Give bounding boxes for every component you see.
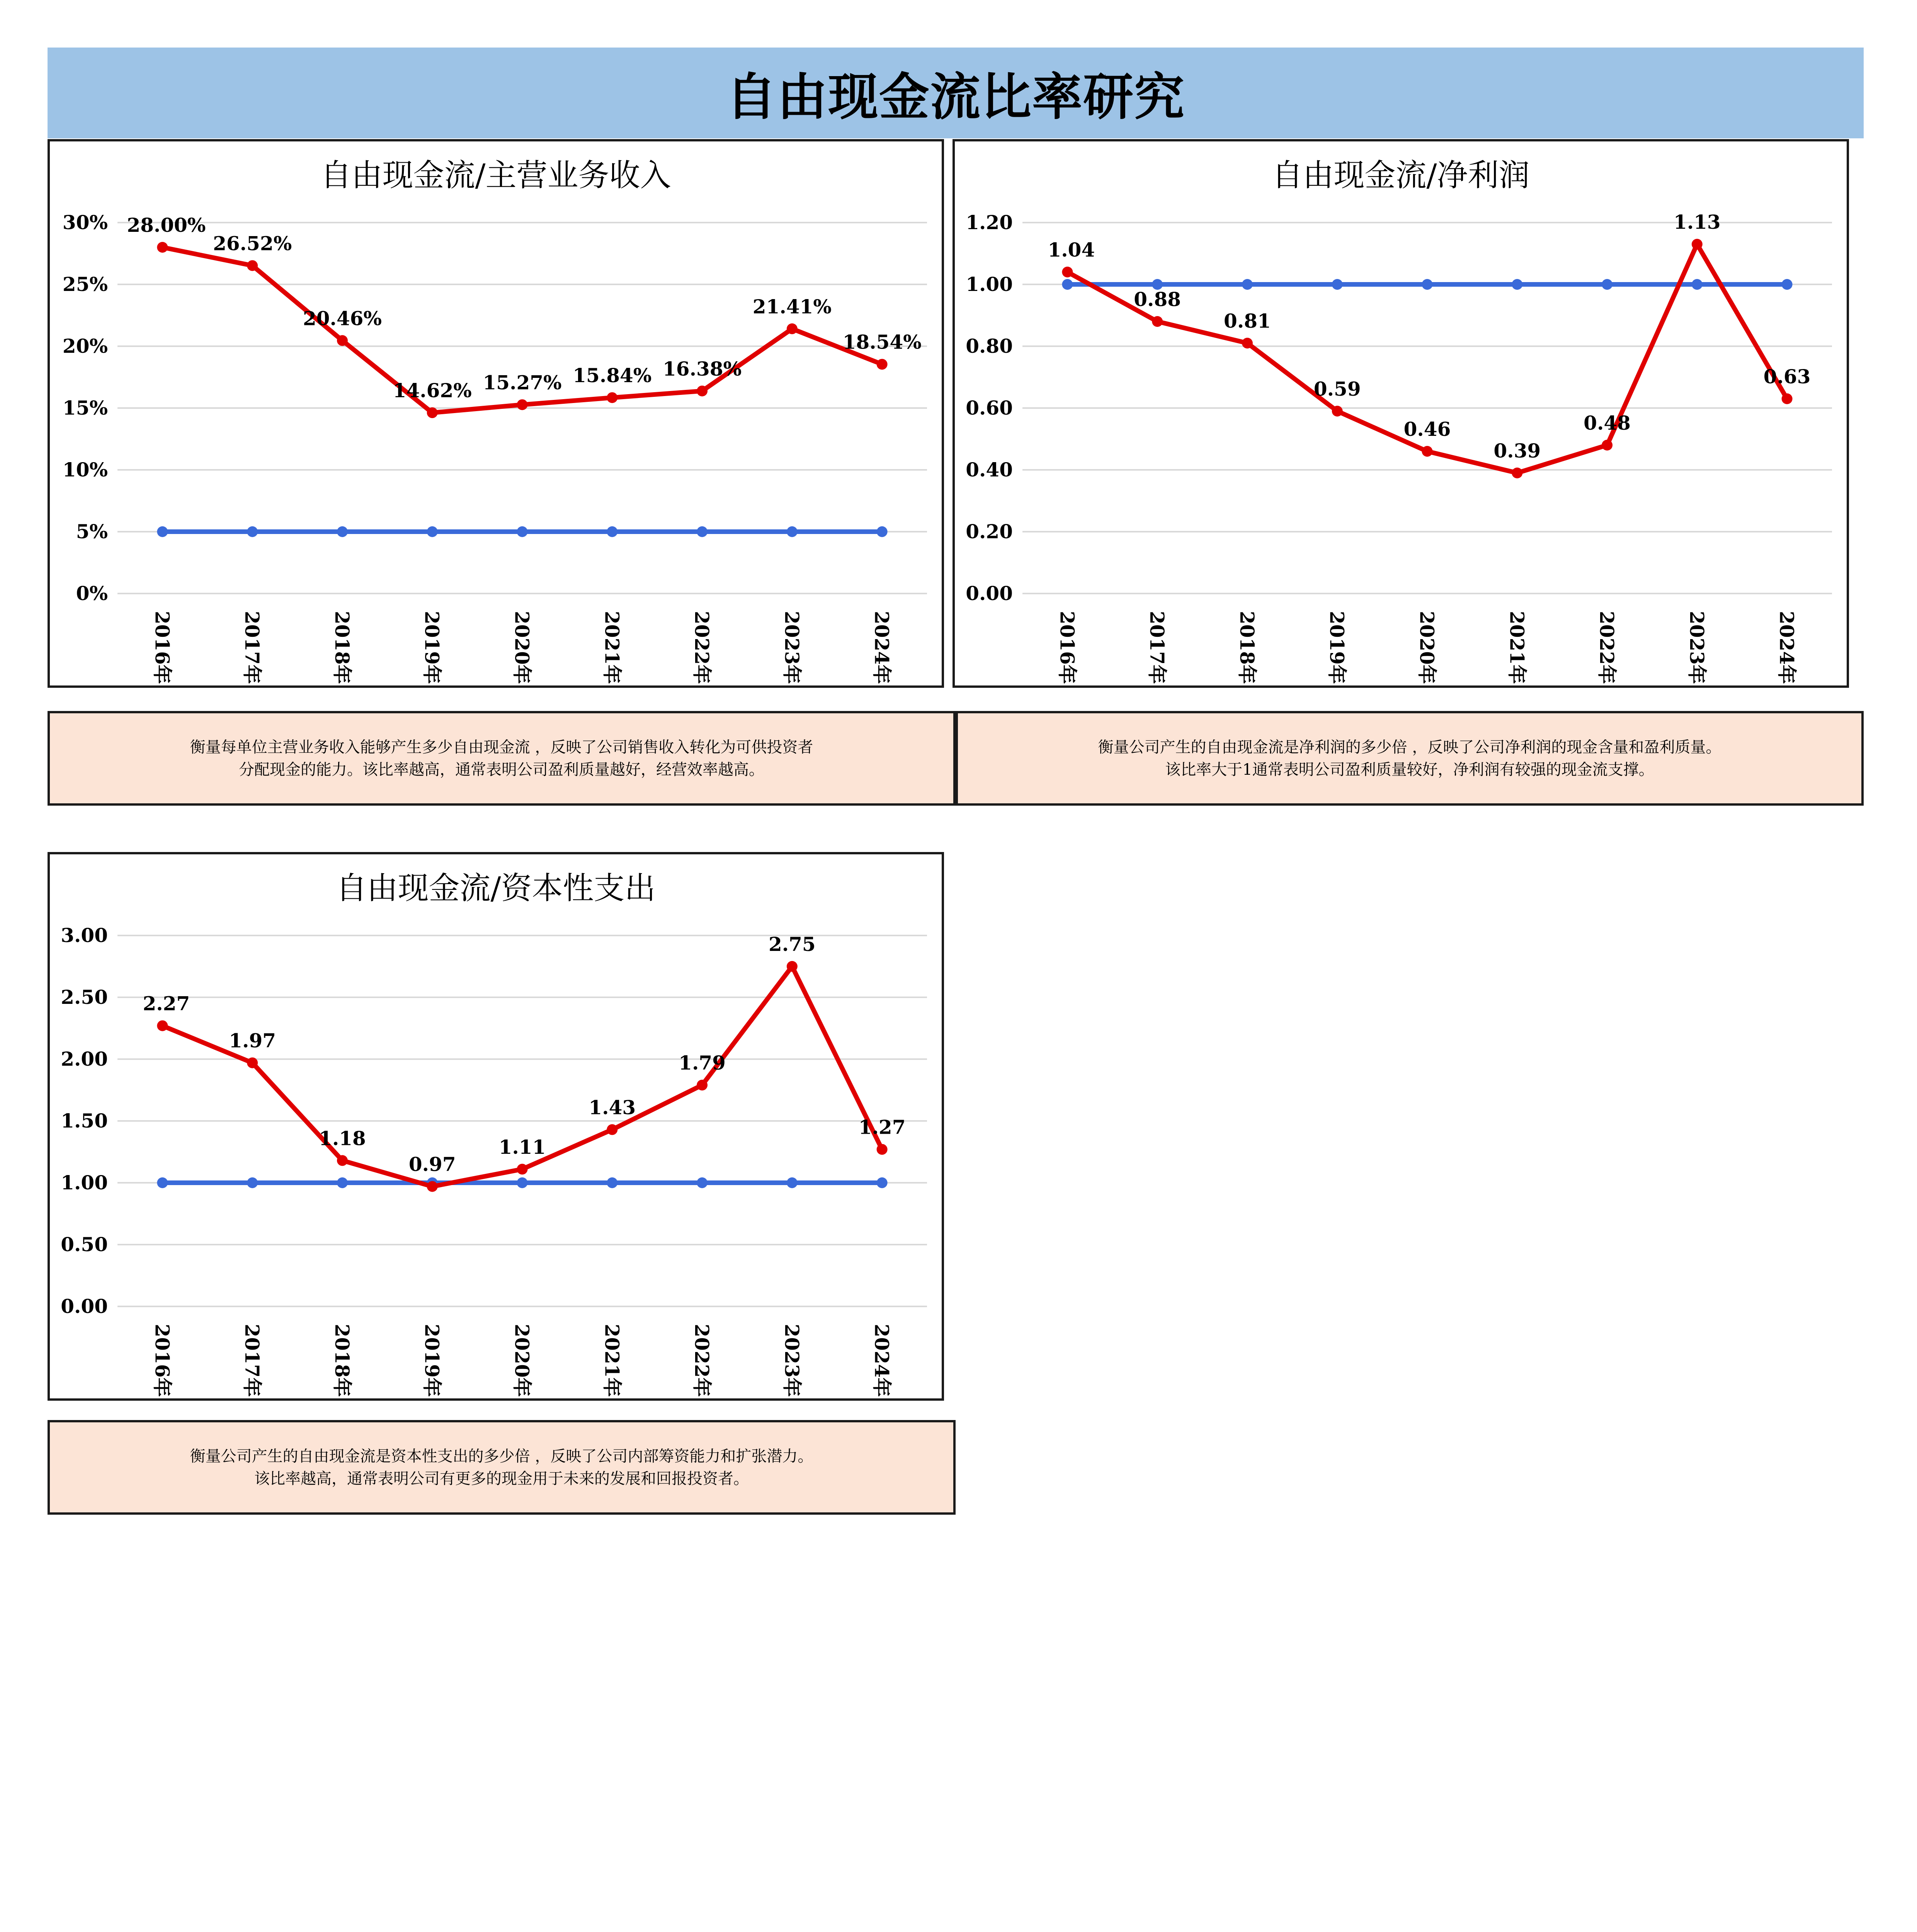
data-point-ratio: [877, 1144, 888, 1155]
data-label: 26.52%: [213, 232, 292, 255]
y-tick-label: 30%: [62, 211, 108, 234]
y-tick-label: 2.00: [61, 1048, 108, 1070]
data-label: 16.38%: [663, 357, 742, 380]
data-label: 0.46: [1403, 418, 1451, 440]
x-tick-label: 2020年: [510, 1324, 534, 1397]
y-tick-label: 0.00: [61, 1295, 108, 1318]
y-tick-label: 15%: [62, 396, 108, 419]
data-point-benchmark: [607, 526, 617, 537]
x-tick-label: 2024年: [870, 1324, 893, 1397]
data-label: 0.63: [1763, 365, 1811, 388]
x-tick-label: 2022年: [691, 611, 714, 684]
data-point-ratio: [787, 961, 798, 972]
data-point-benchmark: [247, 526, 258, 537]
data-point-benchmark: [607, 1177, 617, 1188]
data-point-benchmark: [337, 1177, 348, 1188]
data-point-benchmark: [877, 1177, 888, 1188]
data-point-ratio: [1602, 440, 1613, 451]
x-tick-label: 2021年: [600, 611, 624, 684]
data-point-ratio: [1152, 316, 1163, 327]
data-point-benchmark: [1692, 279, 1703, 290]
x-tick-label: 2018年: [330, 611, 354, 684]
data-label: 0.59: [1313, 378, 1361, 400]
data-point-ratio: [427, 407, 438, 418]
data-label: 1.79: [679, 1051, 726, 1075]
y-tick-label: 10%: [62, 458, 108, 481]
chart-fcf-net-profit-plot: [955, 141, 1847, 685]
x-tick-label: 2020年: [1415, 611, 1439, 684]
data-point-ratio: [1422, 446, 1433, 457]
data-point-ratio: [157, 1020, 168, 1031]
x-tick-label: 2023年: [780, 1324, 803, 1397]
chart-title: 自由现金流/主营业务收入: [320, 157, 671, 193]
y-tick-label: 3.00: [61, 924, 108, 947]
y-tick-label: 1.00: [966, 273, 1013, 296]
description-text: 衡量每单位主营业务收入能够产生多少自由现金流 ，反映了公司销售收入转化为可供投资者分配现金的能力。该比率越高，通常表明公司盈利质量越好，经营效率越高。: [190, 738, 813, 779]
data-label: 2.75: [768, 933, 816, 956]
data-point-ratio: [1332, 406, 1343, 417]
y-tick-label: 0.80: [966, 335, 1013, 357]
data-label: 0.88: [1134, 288, 1181, 311]
data-point-benchmark: [697, 1177, 708, 1188]
x-tick-label: 2017年: [1146, 611, 1169, 684]
data-point-benchmark: [337, 526, 348, 537]
description-text: 衡量公司产生的自由现金流是净利润的多少倍 ，反映了公司净利润的现金含量和盈利质量。该比率大于1通常表明公司盈利质量较好，净利润有较强的现金流支撑。: [1098, 738, 1721, 779]
data-label: 1.27: [858, 1116, 906, 1139]
page-title: 自由现金流比率研究: [726, 68, 1185, 126]
data-point-ratio: [607, 1124, 617, 1135]
data-point-ratio: [517, 1164, 528, 1175]
data-point-ratio: [1062, 267, 1073, 277]
page-title-banner: [48, 48, 1864, 138]
x-tick-label: 2023年: [1685, 611, 1708, 684]
data-point-benchmark: [1422, 279, 1433, 290]
data-point-ratio: [697, 386, 708, 396]
data-label: 1.13: [1673, 211, 1721, 233]
data-label: 15.27%: [483, 371, 562, 394]
chart-title: 自由现金流/资本性支出: [336, 870, 656, 906]
x-tick-label: 2019年: [1325, 611, 1349, 684]
x-tick-label: 2017年: [241, 611, 264, 684]
y-tick-label: 0%: [76, 582, 108, 605]
data-label: 1.18: [319, 1127, 366, 1150]
data-point-ratio: [877, 359, 888, 370]
data-point-benchmark: [1062, 279, 1073, 290]
description-fcf-net-profit: [956, 711, 1864, 806]
data-label: 14.62%: [393, 379, 472, 402]
data-point-ratio: [787, 323, 798, 334]
data-point-benchmark: [787, 526, 798, 537]
x-tick-label: 2016年: [151, 611, 174, 684]
data-point-ratio: [337, 335, 348, 346]
data-point-benchmark: [697, 526, 708, 537]
x-tick-label: 2020年: [510, 611, 534, 684]
y-tick-label: 0.40: [966, 458, 1013, 481]
description-fcf-capex: [48, 1420, 956, 1515]
data-label: 0.48: [1584, 412, 1631, 434]
x-tick-label: 2016年: [151, 1324, 174, 1397]
data-label: 1.04: [1048, 238, 1095, 261]
y-tick-label: 0.00: [966, 582, 1013, 605]
data-point-benchmark: [427, 526, 438, 537]
x-tick-label: 2021年: [600, 1324, 624, 1397]
data-label: 21.41%: [752, 295, 832, 318]
data-point-benchmark: [1242, 279, 1253, 290]
description-text: 衡量公司产生的自由现金流是资本性支出的多少倍 ，反映了公司内部筹资能力和扩张潜力。该比率越高，通常表明公司有更多的现金用于未来的发展和回报投资者。: [190, 1447, 813, 1488]
data-point-ratio: [1782, 393, 1793, 404]
data-label: 28.00%: [127, 214, 206, 236]
data-point-benchmark: [1782, 279, 1793, 290]
y-tick-label: 20%: [62, 335, 108, 357]
x-tick-label: 2024年: [870, 611, 893, 684]
data-point-ratio: [1512, 468, 1522, 478]
data-label: 1.43: [589, 1096, 636, 1119]
data-point-benchmark: [157, 1177, 168, 1188]
data-point-ratio: [1692, 239, 1703, 250]
chart-fcf-revenue: [48, 139, 944, 688]
y-tick-label: 0.60: [966, 396, 1013, 419]
data-point-benchmark: [517, 526, 528, 537]
x-tick-label: 2022年: [1596, 611, 1619, 684]
x-tick-label: 2016年: [1056, 611, 1079, 684]
chart-fcf-capex-plot: [50, 854, 942, 1398]
data-point-ratio: [427, 1181, 438, 1192]
data-point-benchmark: [157, 526, 168, 537]
y-tick-label: 2.50: [61, 986, 108, 1009]
y-tick-label: 0.50: [61, 1233, 108, 1256]
chart-fcf-revenue-plot: [50, 141, 942, 685]
data-point-benchmark: [1512, 279, 1522, 290]
x-tick-label: 2024年: [1775, 611, 1798, 684]
data-point-ratio: [157, 242, 168, 253]
x-tick-label: 2019年: [420, 1324, 444, 1397]
y-tick-label: 1.20: [966, 211, 1013, 234]
x-tick-label: 2017年: [241, 1324, 264, 1397]
data-point-ratio: [607, 392, 617, 403]
x-tick-label: 2021年: [1505, 611, 1529, 684]
data-label: 1.11: [498, 1135, 546, 1158]
data-label: 20.46%: [303, 307, 382, 330]
x-tick-label: 2022年: [691, 1324, 714, 1397]
data-point-benchmark: [517, 1177, 528, 1188]
data-label: 18.54%: [842, 330, 922, 354]
data-point-benchmark: [787, 1177, 798, 1188]
x-tick-label: 2019年: [420, 611, 444, 684]
data-point-ratio: [697, 1080, 708, 1090]
data-point-benchmark: [1332, 279, 1343, 290]
y-tick-label: 0.20: [966, 520, 1013, 543]
x-tick-label: 2023年: [780, 611, 803, 684]
data-point-ratio: [1242, 338, 1253, 349]
data-label: 0.81: [1224, 310, 1271, 332]
chart-title: 自由现金流/净利润: [1272, 157, 1530, 193]
y-tick-label: 25%: [62, 273, 108, 296]
data-point-ratio: [247, 260, 258, 271]
description-fcf-revenue: [48, 711, 956, 806]
x-tick-label: 2018年: [330, 1324, 354, 1397]
data-label: 0.39: [1493, 439, 1541, 462]
chart-fcf-capex: [48, 852, 944, 1401]
y-tick-label: 1.00: [61, 1171, 108, 1194]
data-point-benchmark: [247, 1177, 258, 1188]
data-point-ratio: [247, 1058, 258, 1068]
y-tick-label: 5%: [76, 520, 108, 543]
data-label: 2.27: [143, 992, 190, 1015]
data-point-ratio: [337, 1155, 348, 1166]
data-label: 1.97: [229, 1029, 276, 1052]
data-point-benchmark: [1602, 279, 1613, 290]
x-tick-label: 2018年: [1235, 611, 1259, 684]
data-label: 15.84%: [573, 364, 652, 387]
data-point-ratio: [517, 399, 528, 410]
data-label: 0.97: [408, 1153, 456, 1176]
chart-fcf-net-profit: [953, 139, 1849, 688]
y-tick-label: 1.50: [61, 1109, 108, 1132]
data-point-benchmark: [877, 526, 888, 537]
